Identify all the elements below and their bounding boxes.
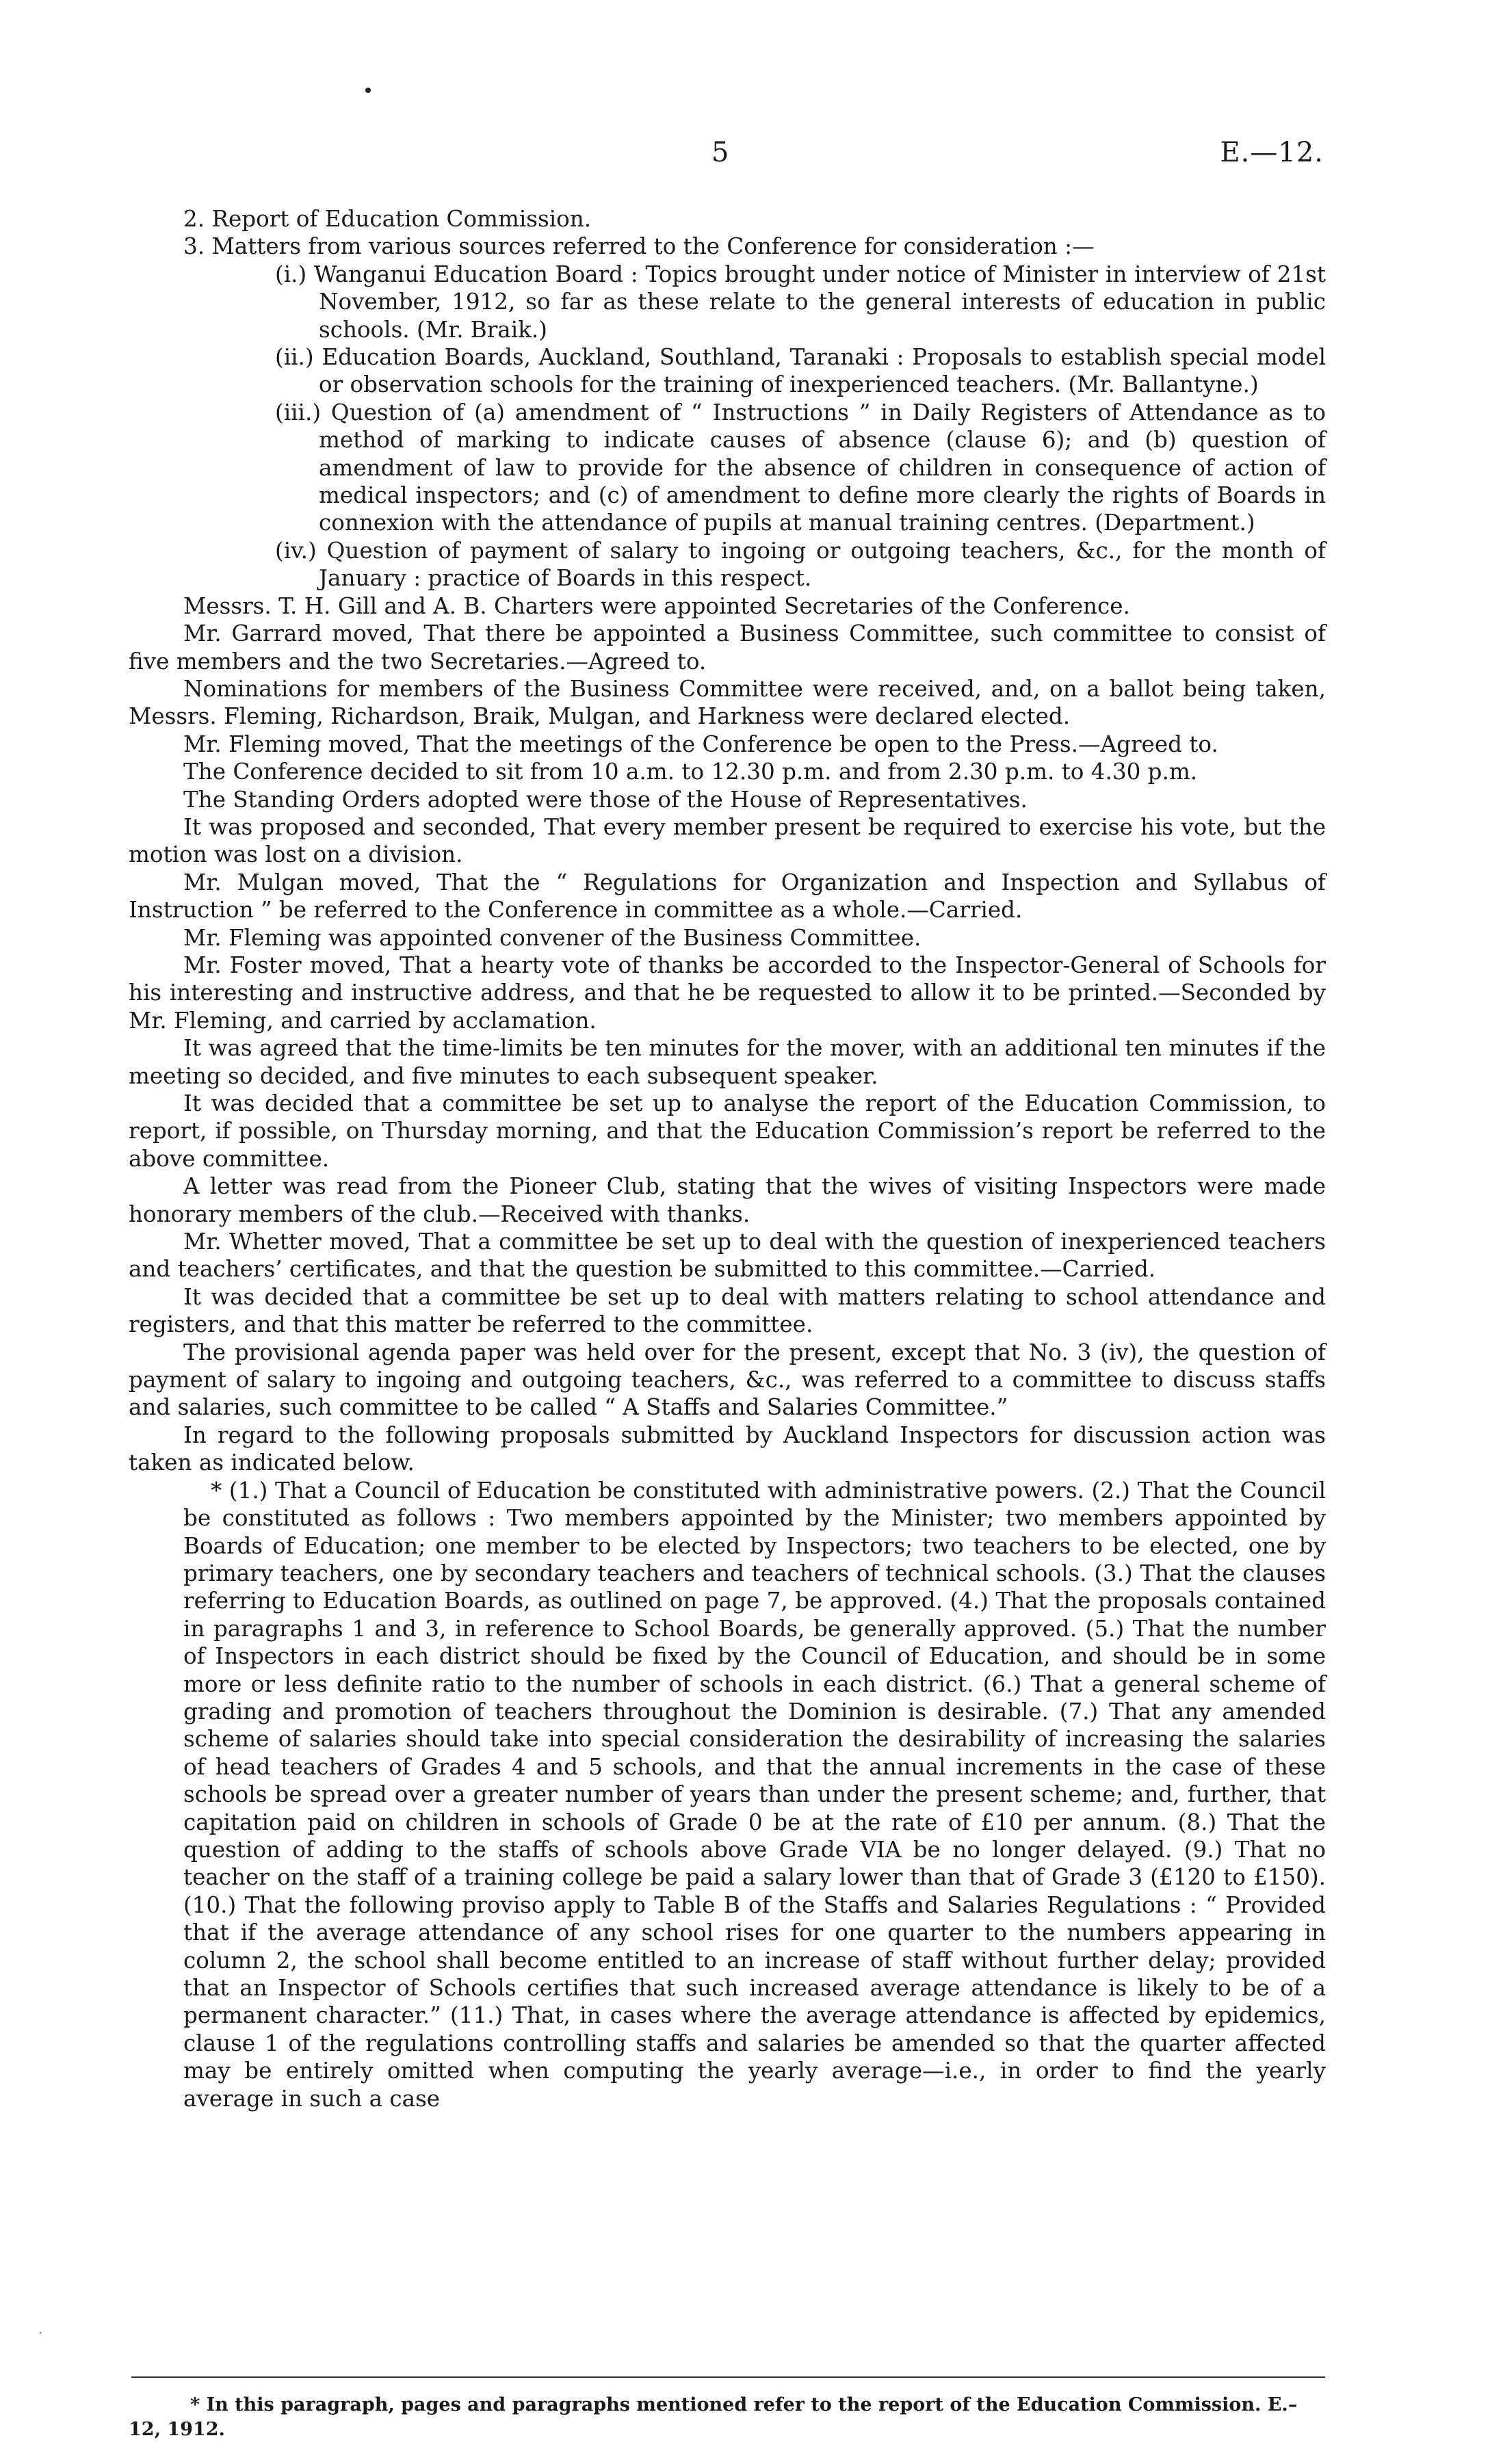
agenda-sub-item: (iii.) Question of (a) amendment of “ Instructions ” in Daily Registers of Attendance as to method of marking to indicate causes of absence (clause 6); and (b) question of amendment of law to provide for the absence of children in consequence of action of medical inspectors; and (c) of amendment to define more clearly the rights of Boards in connexion with the attendance of pupils at manual training centres. (Department.): [275, 399, 1326, 536]
page-number: 5: [711, 137, 729, 168]
ink-dot: [365, 88, 371, 93]
agenda-item: 3. Matters from various sources referred to the Conference for consideration :—: [183, 233, 1095, 260]
agenda-sub-item: (ii.) Education Boards, Auckland, Southland, Taranaki : Proposals to establish special model or observation schools for the training of inexperienced teachers. (Mr. Ballantyne.): [275, 344, 1326, 398]
minute-paragraph: The Conference decided to sit from 10 a.m. to 12.30 p.m. and from 2.30 p.m. to 4.30 p.m.: [183, 759, 1198, 785]
minute-paragraph: It was agreed that the time-limits be ten minutes for the mover, with an additional ten minutes if the meeting so decided, and five minutes to each subsequent speaker.: [129, 1035, 1326, 1089]
footnote: * In this paragraph, pages and paragraphs mentioned refer to the report of the Education Commission. E.–12, 1912.: [129, 2394, 1298, 2440]
agenda-sub-item: (i.) Wanganui Education Board : Topics brought under notice of Minister in interview of 21st November, 1912, so far as these relate to the general interests of education in public schools. (Mr. Braik.): [275, 261, 1326, 343]
agenda-sub-item: (iv.) Question of payment of salary to ingoing or outgoing teachers, &c., for the month of January : practice of Boards in this respect.: [275, 537, 1326, 592]
minute-paragraph: Mr. Fleming moved, That the meetings of the Conference be open to the Press.—Agreed to.: [183, 731, 1218, 757]
minute-paragraph: Mr. Whetter moved, That a committee be set up to deal with the question of inexperienced teachers and teachers’ certificates, and that the question be submitted to this committee.—Carried.: [129, 1229, 1326, 1283]
minute-paragraph: Mr. Mulgan moved, That the “ Regulations for Organization and Inspection and Syllabus of Instruction ” be referred to the Conference in committee as a whole.—Carried.: [129, 869, 1326, 923]
footnote-rule: [131, 2376, 1325, 2378]
minute-paragraph: A letter was read from the Pioneer Club, stating that the wives of visiting Inspectors were made honorary members of the club.—Received with thanks.: [129, 1173, 1326, 1227]
page-header: [0, 137, 1503, 178]
minute-paragraph: In regard to the following proposals submitted by Auckland Inspectors for discussion action was taken as indicated below.: [129, 1421, 1326, 1476]
minute-paragraph: Nominations for members of the Business Committee were received, and, on a ballot being taken, Messrs. Fleming, Richardson, Braik, Mulgan, and Harkness were declared elected.: [129, 675, 1326, 730]
minute-paragraph: The Standing Orders adopted were those of the House of Representatives.: [183, 786, 1028, 813]
minute-paragraph: Mr. Foster moved, That a hearty vote of thanks be accorded to the Inspector-General of Schools for his interesting and instructive address, and that he be requested to allow it to be printed.—Seconded by Mr. Fleming, and carried by acclamation.: [129, 952, 1326, 1034]
minute-paragraph: Mr. Garrard moved, That there be appointed a Business Committee, such committee to consist of five members and the two Secretaries.—Agreed to.: [129, 620, 1326, 674]
body-text: [129, 205, 1326, 2112]
minute-paragraph: Messrs. T. H. Gill and A. B. Charters were appointed Secretaries of the Conference.: [183, 592, 1130, 619]
minute-paragraph: The provisional agenda paper was held over for the present, except that No. 3 (iv), the question of payment of salary to ingoing and outgoing teachers, &c., was referred to a committee to discuss staffs and salaries, such committee to be called “ A Staffs and Salaries Committee.”: [129, 1339, 1326, 1421]
minute-paragraph: It was decided that a committee be set up to deal with matters relating to school attendance and registers, and that this matter be referred to the committee.: [129, 1283, 1326, 1338]
minute-paragraph: It was decided that a committee be set up to analyse the report of the Education Commission, to report, if possible, on Thursday morning, and that the Education Commission’s report be referred to the above committee.: [129, 1090, 1326, 1172]
margin-mark: ·: [38, 2324, 43, 2341]
agenda-item: 2. Report of Education Commission.: [183, 206, 592, 232]
minute-paragraph: It was proposed and seconded, That every member present be required to exercise his vote, but the motion was lost on a division.: [129, 813, 1326, 868]
proposals-paragraph: * (1.) That a Council of Education be constituted with administrative powers. (2.) That the Council be constituted as follows : Two members appointed by the Minister; two members appointed by Boards of Education; one member to be elected by Inspectors; two teachers to be elected, one by primary teachers, one by secondary teachers and teachers of technical schools. (3.) That the clauses referring to Education Boards, as outlined on page 7, be approved. (4.) That the proposals contained in paragraphs 1 and 3, in reference to School Boards, be generally approved. (5.) That the number of Inspectors in each district should be fixed by the Council of Education, and should be in some more or less definite ratio to the number of schools in each district. (6.) That a general scheme of grading and promotion of teachers throughout the Dominion is desirable. (7.) That any amended scheme of salaries should take into special consideration the desirability of increasing the salaries of head teachers of Grades 4 and 5 schools, and that the annual increments in the case of these schools be spread over a greater number of years than under the present scheme; and, further, that capitation paid on children in schools of Grade 0 be at the rate of £10 per annum. (8.) That the question of adding to the staffs of schools above Grade VIA be no longer delayed. (9.) That no teacher on the staff of a training college be paid a salary lower than that of Grade 3 (£120 to £150). (10.) That the following proviso apply to Table B of the Staffs and Salaries Regulations : “ Provided that if the average attendance of any school rises for one quarter to the numbers appearing in column 2, the school shall become entitled to an increase of staff without further delay; provided that an Inspector of Schools certifies that such increased average attendance is likely to be of a permanent character.” (11.) That, in cases where the average attendance is affected by epidemics, clause 1 of the regulations controlling staffs and salaries be amended so that the quarter affected may be entirely omitted when computing the yearly average—i.e., in order to find the yearly average in such a case: [183, 1477, 1326, 2112]
document-code: E.—12.: [1220, 137, 1324, 168]
minute-paragraph: Mr. Fleming was appointed convener of the Business Committee.: [183, 924, 922, 951]
